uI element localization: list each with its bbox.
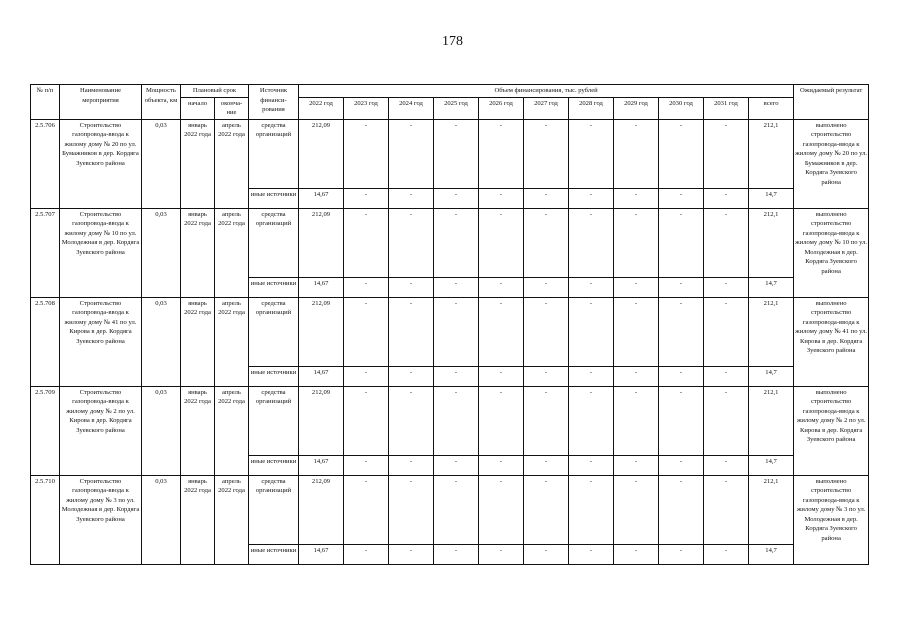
event-name: Строительство газопровода-ввода к жилому дому № 3 по ул. Молодежная в дер. Кордяга Зуевского района [60, 475, 142, 564]
value-year: - [479, 455, 524, 475]
header-year: 2023 год [344, 97, 389, 119]
value-year: - [614, 277, 659, 297]
value-year: - [389, 119, 434, 188]
capacity-value: 0,03 [142, 119, 181, 208]
table-row [31, 386, 869, 455]
value-year: - [659, 386, 704, 455]
header-name: Наименование мероприятия [60, 85, 142, 120]
funding-source: средства организаций [249, 297, 299, 366]
value-year: - [344, 208, 389, 277]
value-year: - [344, 188, 389, 208]
value-year: - [569, 119, 614, 188]
value-year: - [704, 544, 749, 564]
header-end: оконча-ние [215, 97, 249, 119]
value-year: - [389, 188, 434, 208]
header-capacity: Мощность объекта, км [142, 85, 181, 120]
funding-source: иные источники [249, 366, 299, 386]
end-date: апрель 2022 года [215, 475, 249, 564]
value-year: - [704, 119, 749, 188]
value-year: - [389, 297, 434, 366]
value-year: - [659, 455, 704, 475]
value-2022: 14,67 [299, 277, 344, 297]
value-year: - [524, 475, 569, 544]
value-year: - [434, 455, 479, 475]
value-year: - [434, 208, 479, 277]
value-year: - [389, 544, 434, 564]
header-year: 2029 год [614, 97, 659, 119]
value-year: - [614, 188, 659, 208]
event-name: Строительство газопровода-ввода к жилому дому № 2 по ул. Кирова в дер. Кордяга Зуевского района [60, 386, 142, 475]
value-year: - [704, 188, 749, 208]
value-year: - [344, 119, 389, 188]
value-2022: 212,09 [299, 208, 344, 277]
row-number: 2.5.710 [31, 475, 60, 564]
value-year: - [434, 188, 479, 208]
header-year: 2024 год [389, 97, 434, 119]
expected-result: выполнено строительство газопровода-ввода к жилому дому № 2 по ул. Кирова в дер. Кордяга Зуевского района [794, 386, 869, 475]
header-year: всего [749, 97, 794, 119]
value-2022: 14,67 [299, 544, 344, 564]
table-row [31, 119, 869, 188]
value-year: - [389, 208, 434, 277]
value-total: 212,1 [749, 297, 794, 366]
value-year: - [434, 475, 479, 544]
value-year: - [704, 297, 749, 366]
value-year: - [569, 455, 614, 475]
value-year: - [614, 366, 659, 386]
value-year: - [524, 277, 569, 297]
value-year: - [614, 386, 659, 455]
capacity-value: 0,03 [142, 297, 181, 386]
value-total: 212,1 [749, 208, 794, 277]
value-year: - [569, 475, 614, 544]
value-year: - [479, 544, 524, 564]
value-year: - [344, 297, 389, 366]
value-year: - [614, 475, 659, 544]
start-date: январь 2022 года [181, 386, 215, 475]
value-year: - [659, 544, 704, 564]
value-year: - [659, 188, 704, 208]
value-year: - [614, 455, 659, 475]
header-planned-term: Плановый срок [181, 85, 249, 98]
capacity-value: 0,03 [142, 386, 181, 475]
expected-result: выполнено строительство газопровода-ввода к жилому дому № 20 по ул. Бумажников в дер. Кордяга Зуевского района [794, 119, 869, 208]
value-total: 212,1 [749, 386, 794, 455]
value-year: - [479, 366, 524, 386]
event-name: Строительство газопровода-ввода к жилому дому № 10 по ул. Молодежная в дер. Кордяга Зуевского района [60, 208, 142, 297]
expected-result: выполнено строительство газопровода-ввода к жилому дому № 10 по ул. Молодежная в дер. Кордяга Зуевского района [794, 208, 869, 297]
value-year: - [659, 208, 704, 277]
header-source: Источник финанси-рования [249, 85, 299, 120]
value-year: - [569, 544, 614, 564]
value-year: - [344, 277, 389, 297]
funding-source: иные источники [249, 455, 299, 475]
start-date: январь 2022 года [181, 208, 215, 297]
value-year: - [524, 366, 569, 386]
start-date: январь 2022 года [181, 119, 215, 208]
value-year: - [389, 386, 434, 455]
value-total: 14,7 [749, 188, 794, 208]
header-year: 2026 год [479, 97, 524, 119]
value-year: - [524, 297, 569, 366]
expected-result: выполнено строительство газопровода-ввода к жилому дому № 41 по ул. Кирова в дер. Кордяга Зуевского района [794, 297, 869, 386]
value-2022: 14,67 [299, 366, 344, 386]
value-year: - [434, 297, 479, 366]
value-year: - [434, 366, 479, 386]
header-year: 2022 год [299, 97, 344, 119]
expected-result: выполнено строительство газопровода-ввода к жилому дому № 3 по ул. Молодежная в дер. Кордяга Зуевского района [794, 475, 869, 564]
value-total: 14,7 [749, 366, 794, 386]
value-year: - [614, 119, 659, 188]
value-year: - [704, 366, 749, 386]
value-year: - [479, 475, 524, 544]
capacity-value: 0,03 [142, 475, 181, 564]
value-total: 212,1 [749, 475, 794, 544]
start-date: январь 2022 года [181, 475, 215, 564]
value-year: - [524, 455, 569, 475]
value-year: - [659, 366, 704, 386]
value-year: - [479, 277, 524, 297]
value-year: - [569, 386, 614, 455]
value-total: 14,7 [749, 455, 794, 475]
value-year: - [389, 475, 434, 544]
value-2022: 212,09 [299, 386, 344, 455]
value-year: - [479, 208, 524, 277]
value-year: - [434, 277, 479, 297]
row-number: 2.5.707 [31, 208, 60, 297]
value-2022: 212,09 [299, 475, 344, 544]
end-date: апрель 2022 года [215, 386, 249, 475]
value-year: - [344, 455, 389, 475]
event-name: Строительство газопровода-ввода к жилому дому № 20 по ул. Бумажников в дер. Кордяга Зуевского района [60, 119, 142, 208]
value-year: - [389, 455, 434, 475]
funding-source: средства организаций [249, 208, 299, 277]
header-year: 2028 год [569, 97, 614, 119]
value-year: - [344, 386, 389, 455]
value-year: - [614, 297, 659, 366]
value-year: - [524, 119, 569, 188]
header-result: Ожидаемый результат [794, 85, 869, 120]
value-year: - [569, 297, 614, 366]
value-total: 14,7 [749, 544, 794, 564]
value-year: - [569, 277, 614, 297]
value-2022: 212,09 [299, 119, 344, 188]
funding-table [30, 84, 869, 565]
value-year: - [704, 208, 749, 277]
funding-source: средства организаций [249, 119, 299, 188]
value-year: - [389, 277, 434, 297]
value-year: - [524, 386, 569, 455]
header-year: 2025 год [434, 97, 479, 119]
header-year: 2031 год [704, 97, 749, 119]
funding-source: иные источники [249, 277, 299, 297]
value-year: - [569, 366, 614, 386]
row-number: 2.5.706 [31, 119, 60, 208]
value-year: - [659, 297, 704, 366]
end-date: апрель 2022 года [215, 119, 249, 208]
event-name: Строительство газопровода-ввода к жилому дому № 41 по ул. Кирова в дер. Кордяга Зуевского района [60, 297, 142, 386]
funding-source: средства организаций [249, 386, 299, 455]
table-row [31, 208, 869, 277]
value-year: - [704, 386, 749, 455]
value-2022: 212,09 [299, 297, 344, 366]
value-total: 212,1 [749, 119, 794, 188]
header-year: 2027 год [524, 97, 569, 119]
value-year: - [434, 386, 479, 455]
value-year: - [344, 475, 389, 544]
value-year: - [569, 188, 614, 208]
value-2022: 14,67 [299, 455, 344, 475]
value-year: - [704, 277, 749, 297]
funding-source: иные источники [249, 544, 299, 564]
value-year: - [344, 366, 389, 386]
row-number: 2.5.708 [31, 297, 60, 386]
value-year: - [479, 386, 524, 455]
value-year: - [344, 544, 389, 564]
table-row [31, 297, 869, 366]
value-year: - [524, 208, 569, 277]
value-year: - [524, 188, 569, 208]
value-year: - [434, 119, 479, 188]
capacity-value: 0,03 [142, 208, 181, 297]
value-total: 14,7 [749, 277, 794, 297]
header-year: 2030 год [659, 97, 704, 119]
funding-source: иные источники [249, 188, 299, 208]
page-number: 178 [442, 34, 463, 49]
value-year: - [614, 208, 659, 277]
row-number: 2.5.709 [31, 386, 60, 475]
start-date: январь 2022 года [181, 297, 215, 386]
funding-source: средства организаций [249, 475, 299, 544]
value-year: - [659, 119, 704, 188]
value-year: - [614, 544, 659, 564]
value-year: - [704, 455, 749, 475]
end-date: апрель 2022 года [215, 297, 249, 386]
value-year: - [659, 277, 704, 297]
value-year: - [389, 366, 434, 386]
value-year: - [434, 544, 479, 564]
value-year: - [659, 475, 704, 544]
table-row [31, 475, 869, 544]
value-year: - [479, 188, 524, 208]
header-funding: Объем финансирования, тыс. рублей [299, 85, 794, 98]
value-year: - [524, 544, 569, 564]
value-year: - [479, 297, 524, 366]
value-2022: 14,67 [299, 188, 344, 208]
value-year: - [569, 208, 614, 277]
end-date: апрель 2022 года [215, 208, 249, 297]
value-year: - [479, 119, 524, 188]
header-start: начало [181, 97, 215, 119]
header-num: № п/п [31, 85, 60, 120]
value-year: - [704, 475, 749, 544]
